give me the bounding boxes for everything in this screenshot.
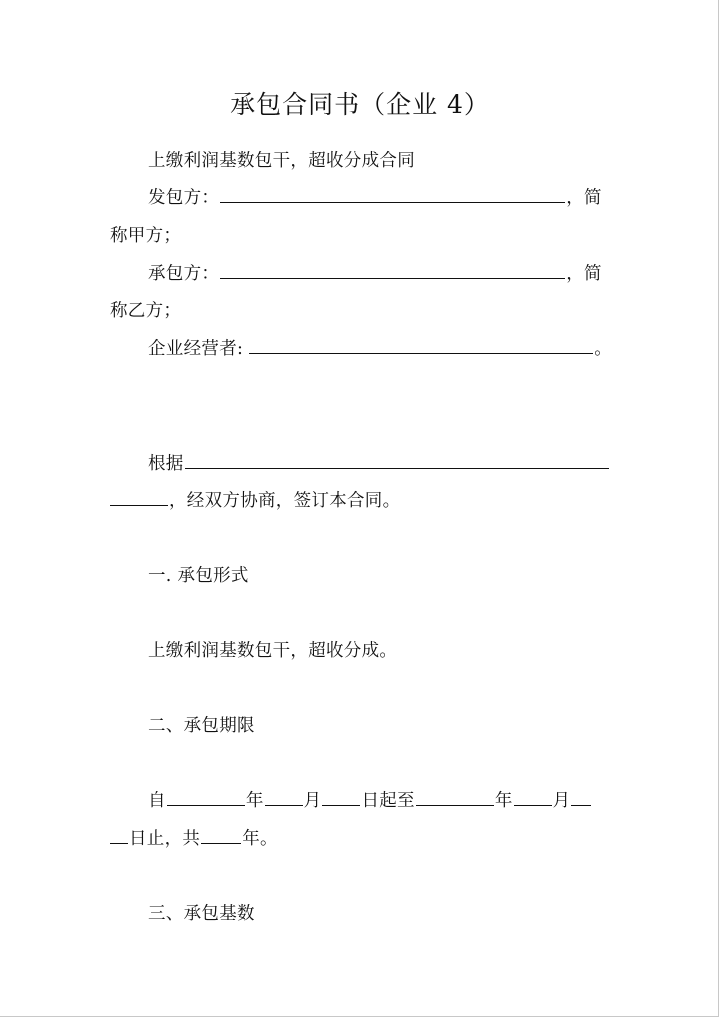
end-month-blank[interactable] xyxy=(514,791,552,806)
party-a-line xyxy=(148,184,602,209)
term-year-2: 年 xyxy=(494,791,513,811)
basis-prefix: 根据 xyxy=(148,454,184,474)
party-b-continuation: 称乙方； xyxy=(110,301,182,321)
party-b-suffix: ，简 xyxy=(566,264,602,284)
term-line-2 xyxy=(110,825,278,850)
operator-label: 企业经营者: xyxy=(148,339,244,359)
operator-suffix: 。 xyxy=(594,339,613,359)
operator-line xyxy=(148,335,612,360)
document-title: 承包合同书（企业 4） xyxy=(230,90,490,119)
basis-line xyxy=(148,450,610,475)
party-a-continuation: 称甲方； xyxy=(110,226,182,246)
start-year-blank[interactable] xyxy=(167,791,245,806)
basis-continuation-line xyxy=(110,487,400,512)
term-line-1 xyxy=(148,787,592,812)
party-a-label: 发包方： xyxy=(148,188,220,208)
term-day-to: 日起至 xyxy=(361,791,415,811)
section-2-heading: 二、承包期限 xyxy=(148,716,255,736)
term-month-2: 月 xyxy=(552,791,571,811)
party-a-suffix: ，简 xyxy=(566,188,602,208)
total-years-blank[interactable] xyxy=(201,829,241,844)
section-1-body: 上缴利润基数包干，超收分成。 xyxy=(148,641,398,661)
basis-blank-2[interactable] xyxy=(110,491,168,506)
section-1-heading: 一. 承包形式 xyxy=(148,566,249,586)
basis-blank-1[interactable] xyxy=(185,454,609,469)
operator-blank[interactable] xyxy=(249,339,593,354)
contract-subtitle: 上缴利润基数包干，超收分成合同 xyxy=(148,151,415,171)
term-year-1: 年 xyxy=(245,791,264,811)
term-from: 自 xyxy=(148,791,166,811)
party-b-line xyxy=(148,260,602,285)
term-years-total: 年。 xyxy=(242,829,278,849)
party-a-blank[interactable] xyxy=(220,188,565,203)
start-day-blank[interactable] xyxy=(322,791,360,806)
party-b-label: 承包方： xyxy=(148,264,220,284)
term-day-end: 日止，共 xyxy=(129,829,201,849)
party-b-blank[interactable] xyxy=(220,264,565,279)
start-month-blank[interactable] xyxy=(265,791,303,806)
end-year-blank[interactable] xyxy=(416,791,494,806)
basis-continuation: ，经双方协商，签订本合同。 xyxy=(169,491,401,511)
end-day-blank-2[interactable] xyxy=(110,829,128,844)
term-month-1: 月 xyxy=(303,791,322,811)
end-day-blank-1[interactable] xyxy=(571,791,591,806)
section-3-heading: 三、承包基数 xyxy=(148,904,255,924)
